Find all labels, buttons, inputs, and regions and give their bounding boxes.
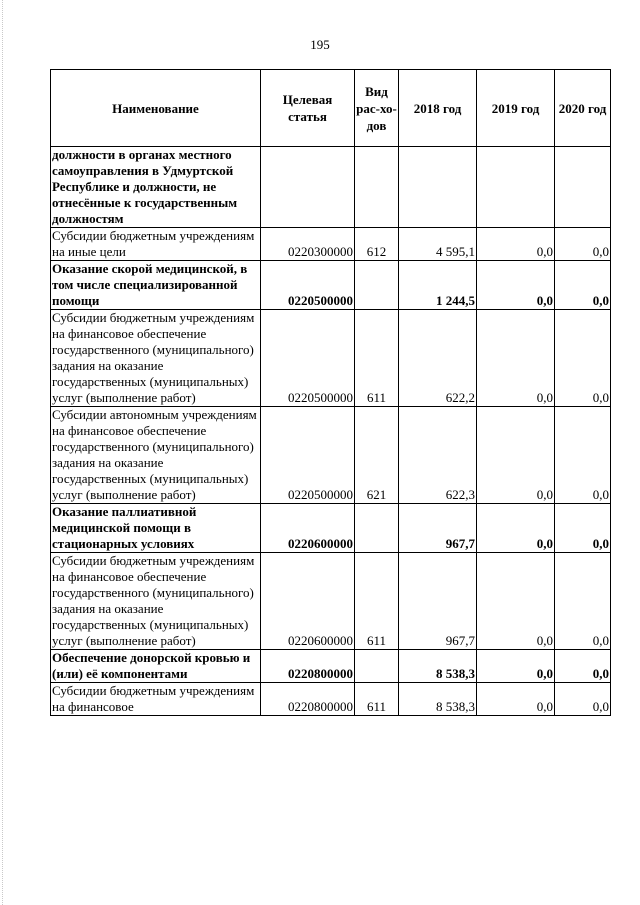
table-row — [51, 228, 611, 261]
cell-2018: 622,3 — [399, 407, 477, 504]
cell-2019: 0,0 — [477, 683, 555, 716]
cell-expense-kind: 621 — [355, 407, 399, 504]
header-2018: 2018 год — [399, 70, 477, 147]
cell-2020: 0,0 — [555, 650, 611, 683]
cell-2018: 4 595,1 — [399, 228, 477, 261]
header-kind — [355, 70, 399, 147]
cell-2019: 0,0 — [477, 504, 555, 553]
cell-expense-kind: 611 — [355, 310, 399, 407]
cell-target-code: 0220800000 — [261, 683, 355, 716]
cell-target-code: 0220500000 — [261, 261, 355, 310]
header-2019: 2019 год — [477, 70, 555, 147]
budget-table — [50, 69, 611, 716]
cell-2019: 0,0 — [477, 650, 555, 683]
header-target — [261, 70, 355, 147]
table-header — [51, 70, 611, 147]
cell-target-code: 0220800000 — [261, 650, 355, 683]
header-name: Наименование — [51, 70, 261, 147]
cell-target-code: 0220600000 — [261, 504, 355, 553]
cell-name: должности в органах местного самоуправления в Удмуртской Республике и должности, не отнесённые к государственным должностям — [51, 147, 261, 228]
cell-expense-kind: 611 — [355, 553, 399, 650]
header-2020: 2020 год — [555, 70, 611, 147]
cell-name: Оказание паллиативной медицинской помощи в стационарных условиях — [51, 504, 261, 553]
cell-target-code: 0220300000 — [261, 228, 355, 261]
cell-2020: 0,0 — [555, 504, 611, 553]
page-number: 195 — [310, 37, 330, 52]
table-row — [51, 553, 611, 650]
cell-2020: 0,0 — [555, 310, 611, 407]
cell-2019: 0,0 — [477, 407, 555, 504]
cell-2019: 0,0 — [477, 261, 555, 310]
cell-2019: 0,0 — [477, 310, 555, 407]
cell-expense-kind — [355, 650, 399, 683]
table-row — [51, 310, 611, 407]
cell-2020: 0,0 — [555, 553, 611, 650]
table-row — [51, 147, 611, 228]
header-target-text: Целевая статья — [282, 92, 333, 124]
cell-name: Субсидии автономным учреждениям на финансовое обеспечение государственного (муниципального) задания на оказание государственных (муниципальных) услуг (выполнение работ) — [51, 407, 261, 504]
cell-2020: 0,0 — [555, 228, 611, 261]
cell-name: Оказание скорой медицинской, в том числе специализированной помощи — [51, 261, 261, 310]
cell-target-code — [261, 147, 355, 228]
cell-2020: 0,0 — [555, 407, 611, 504]
cell-name: Обеспечение донорской кровью и (или) её компонентами — [51, 650, 261, 683]
cell-2018: 967,7 — [399, 504, 477, 553]
cell-2018: 8 538,3 — [399, 650, 477, 683]
table-row — [51, 407, 611, 504]
cell-2019 — [477, 147, 555, 228]
cell-target-code: 0220600000 — [261, 553, 355, 650]
cell-expense-kind: 612 — [355, 228, 399, 261]
header-kind-text: Вид рас-хо-дов — [356, 83, 397, 133]
cell-2020 — [555, 147, 611, 228]
cell-2018: 8 538,3 — [399, 683, 477, 716]
header-row — [51, 70, 611, 147]
cell-expense-kind — [355, 147, 399, 228]
cell-name: Субсидии бюджетным учреждениям на финансовое обеспечение государственного (муниципального) задания на оказание государственных (муниципальных) услуг (выполнение работ) — [51, 310, 261, 407]
cell-expense-kind — [355, 261, 399, 310]
cell-2018: 967,7 — [399, 553, 477, 650]
cell-2020: 0,0 — [555, 261, 611, 310]
cell-name: Субсидии бюджетным учреждениям на финансовое — [51, 683, 261, 716]
table-row — [51, 683, 611, 716]
table-body — [51, 147, 611, 716]
cell-expense-kind: 611 — [355, 683, 399, 716]
page-edge-marks — [2, 0, 4, 905]
cell-name: Субсидии бюджетным учреждениям на финансовое обеспечение государственного (муниципального) задания на оказание государственных (муниципальных) услуг (выполнение работ) — [51, 553, 261, 650]
cell-2019: 0,0 — [477, 228, 555, 261]
cell-2018: 622,2 — [399, 310, 477, 407]
cell-name: Субсидии бюджетным учреждениям на иные цели — [51, 228, 261, 261]
cell-2020: 0,0 — [555, 683, 611, 716]
cell-target-code: 0220500000 — [261, 310, 355, 407]
cell-2019: 0,0 — [477, 553, 555, 650]
table-row — [51, 261, 611, 310]
table-row — [51, 504, 611, 553]
table-row — [51, 650, 611, 683]
cell-2018 — [399, 147, 477, 228]
cell-2018: 1 244,5 — [399, 261, 477, 310]
cell-target-code: 0220500000 — [261, 407, 355, 504]
cell-expense-kind — [355, 504, 399, 553]
